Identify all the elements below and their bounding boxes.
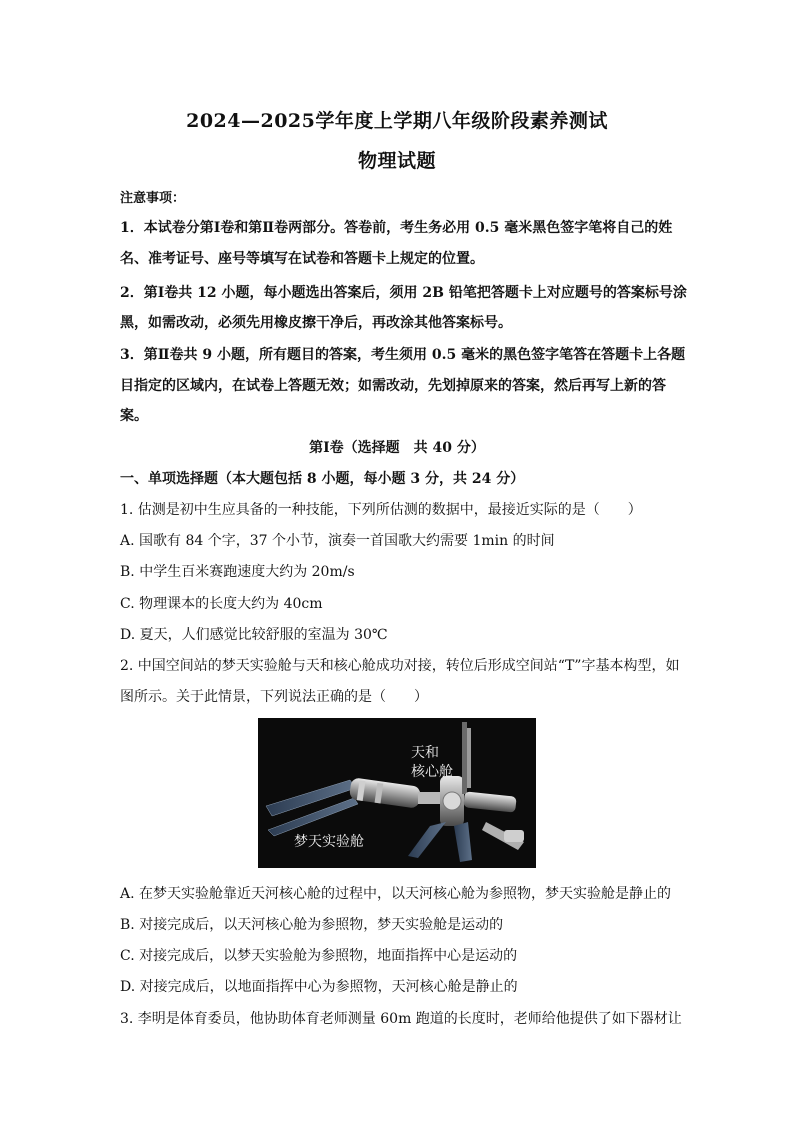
- note-line: 名、准考证号、座号等填写在试卷和答题卡上规定的位置。: [120, 251, 484, 267]
- question-3-stem: 3. 李明是体育委员，他协助体育老师测量 60m 跑道的长度时，老师给他提供了如下器材让: [120, 1011, 682, 1027]
- question-2-stem-line: 2. 中国空间站的梦天实验舱与天和核心舱成功对接，转位后形成空间站“T”字基本构型，如: [120, 658, 680, 674]
- section-heading: 一、单项选择题（本大题包括 8 小题，每小题 3 分，共 24 分）: [120, 471, 525, 487]
- exam-title: 2024—2025学年度上学期八年级阶段素养测试: [186, 110, 608, 132]
- question-2-stem-line: 图所示。关于此情景，下列说法正确的是（ ）: [120, 689, 428, 705]
- tianhe-label-line1: 天和: [411, 745, 439, 761]
- question-2-option-a: A. 在梦天实验舱靠近天河核心舱的过程中，以天河核心舱为参照物，梦天实验舱是静止的: [120, 886, 672, 902]
- note-line: 1．本试卷分第Ⅰ卷和第Ⅱ卷两部分。答卷前，考生务必用 0.5 毫米黑色签字笔将自己的姓: [120, 220, 673, 236]
- question-1-stem: 1. 估测是初中生应具备的一种技能，下列所估测的数据中，最接近实际的是（ ）: [120, 502, 642, 518]
- tianhe-label-line2: 核心舱: [411, 764, 453, 780]
- note-line: 案。: [120, 408, 148, 424]
- note-line: 目指定的区域内，在试卷上答题无效；如需改动，先划掉原来的答案，然后再写上新的答: [120, 378, 666, 394]
- note-line: 黑，如需改动，必须先用橡皮擦干净后，再改涂其他答案标号。: [120, 315, 512, 331]
- question-2-option-c: C. 对接完成后，以梦天实验舱为参照物，地面指挥中心是运动的: [120, 948, 518, 964]
- question-1-option-a: A. 国歌有 84 个字，37 个小节，演奏一首国歌大约需要 1min 的时间: [120, 533, 555, 549]
- mengtian-label: 梦天实验舱: [294, 834, 364, 850]
- note-line: 3．第Ⅱ卷共 9 小题，所有题目的答案，考生须用 0.5 毫米的黑色签字笔答在答题卡上各题: [120, 347, 686, 363]
- exam-subtitle: 物理试题: [357, 150, 436, 172]
- part-title: 第Ⅰ卷（选择题 共 40 分）: [309, 440, 485, 456]
- question-1-option-b: B. 中学生百米赛跑速度大约为 20m/s: [120, 564, 355, 580]
- question-1-option-d: D. 夏天，人们感觉比较舒服的室温为 30℃: [120, 627, 388, 643]
- question-2-option-d: D. 对接完成后，以地面指挥中心为参照物，天河核心舱是静止的: [120, 979, 518, 995]
- note-line: 2．第Ⅰ卷共 12 小题，每小题选出答案后，须用 2B 铅笔把答题卡上对应题号的答案标号涂: [120, 285, 687, 301]
- question-2-option-b: B. 对接完成后，以天河核心舱为参照物，梦天实验舱是运动的: [120, 917, 504, 933]
- notes-heading: 注意事项：: [120, 191, 186, 206]
- space-station-figure: [258, 718, 536, 868]
- question-1-option-c: C. 物理课本的长度大约为 40cm: [120, 596, 323, 612]
